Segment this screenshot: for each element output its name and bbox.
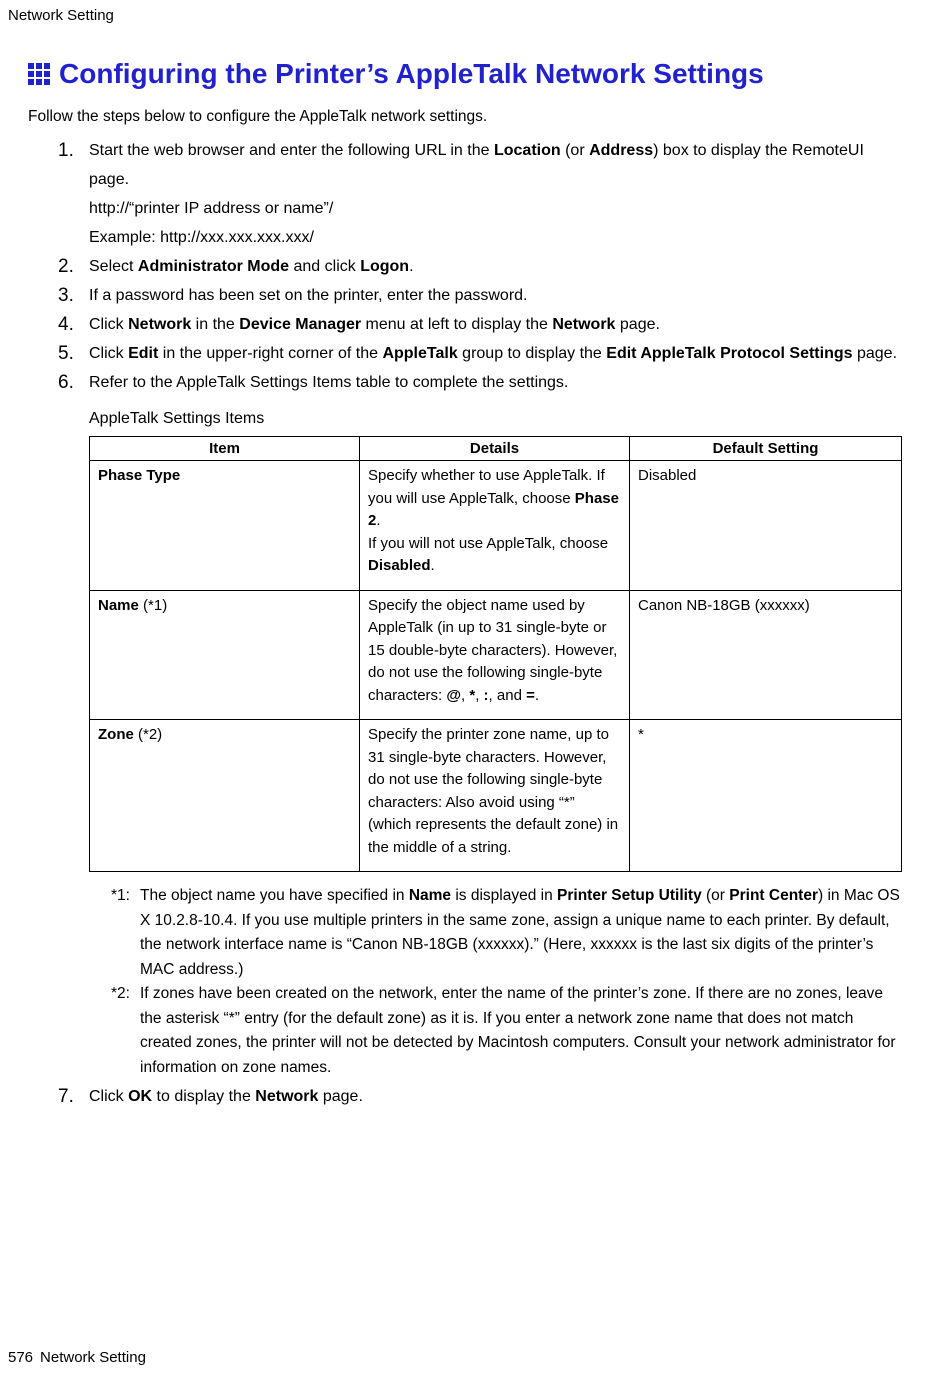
step-text (89, 310, 908, 339)
page-title (28, 58, 908, 90)
details-cell (360, 461, 630, 591)
column-header: Default Setting (630, 437, 902, 461)
details-paragraph: Specify the printer zone name, up to 31 single-byte characters. However, do not use the following single-byte characters: Also avoid using “*” (which represents the default zone) in the middle of a string. (368, 726, 619, 856)
footnote-label: *2: (111, 985, 130, 1002)
details-cell (360, 720, 630, 872)
default-setting-cell: * (630, 720, 902, 872)
footnote-label: *1: (111, 887, 130, 904)
column-header: Item (90, 437, 360, 461)
details-paragraph: Specify whether to use AppleTalk. If you will use AppleTalk, choose Phase 2. (368, 467, 619, 529)
step-number: 4. (58, 314, 74, 335)
column-header: Details (360, 437, 630, 461)
step-3 (58, 281, 908, 310)
running-header: Network Setting (8, 7, 114, 24)
footnote-text: If zones have been created on the network, enter the name of the printer’s zone. If there are no zones, leave the asterisk “*” entry (for the default zone) as it is. If you enter a network zone name that does not match created zones, the printer will not be detected by Macintosh computers. Consult your network administrator for information on zone names. (140, 985, 896, 1076)
step-line: Click Edit in the upper-right corner of the AppleTalk group to display the Edit AppleTalk Protocol Settings page. (89, 345, 898, 362)
appletalk-settings-section (89, 404, 908, 1080)
table-row (90, 461, 902, 591)
footnote-text: The object name you have specified in Name is displayed in Printer Setup Utility (or Print Center) in Mac OS X 10.2.8-10.4. If you use multiple printers in the same zone, assign a unique name to each printer. By default, the network interface name is “Canon NB-18GB (xxxxxx).” (Here, xxxxxx is the last six digits of the printer’s MAC address.) (140, 887, 900, 978)
footnotes (111, 884, 908, 1080)
step-text (89, 252, 908, 281)
page-footer (8, 1349, 153, 1366)
table-row (90, 590, 902, 720)
footnote-1 (111, 884, 908, 982)
step-1 (58, 136, 908, 252)
step-6 (58, 368, 908, 1082)
step-line: If a password has been set on the printer, enter the password. (89, 287, 528, 304)
step-7 (58, 1082, 908, 1111)
step-line: Select Administrator Mode and click Logon. (89, 258, 414, 275)
step-line: Click OK to display the Network page. (89, 1088, 363, 1105)
footer-label: Network Setting (40, 1349, 146, 1366)
step-number: 5. (58, 343, 74, 364)
step-line: Click Network in the Device Manager menu at left to display the Network page. (89, 316, 660, 333)
step-number: 3. (58, 285, 74, 306)
step-number: 6. (58, 372, 74, 393)
item-cell: Name (*1) (90, 590, 360, 720)
item-cell: Zone (*2) (90, 720, 360, 872)
step-text (89, 281, 908, 310)
step-line: http://“printer IP address or name”/ (89, 200, 334, 217)
step-number: 1. (58, 140, 74, 161)
step-line: Example: http://xxx.xxx.xxx.xxx/ (89, 229, 314, 246)
table-caption: AppleTalk Settings Items (89, 410, 265, 427)
step-text (89, 339, 908, 368)
footer-page-number: 576 (8, 1349, 34, 1366)
details-cell (360, 590, 630, 720)
step-5 (58, 339, 908, 368)
step-line: Refer to the AppleTalk Settings Items table to complete the settings. (89, 374, 569, 391)
step-text (89, 136, 908, 252)
steps-list (58, 136, 908, 1111)
details-paragraph: Specify the object name used by AppleTalk (in up to 31 single-byte or 15 double-byte characters). However, do not use the following single-byte characters: @, *, :, and =. (368, 596, 618, 704)
step-number: 7. (58, 1086, 74, 1107)
table-header-row (90, 437, 902, 461)
step-text (89, 1082, 908, 1111)
default-setting-cell: Canon NB-18GB (xxxxxx) (630, 590, 902, 720)
intro-text: Follow the steps below to configure the AppleTalk network settings. (28, 108, 488, 125)
table-row (90, 720, 902, 872)
footnote-2 (111, 982, 908, 1080)
step-line: Start the web browser and enter the following URL in the Location (or Address) box to display the RemoteUI page. (89, 142, 864, 188)
step-2 (58, 252, 908, 281)
appletalk-settings-table (89, 436, 902, 872)
page-title-text: Configuring the Printer’s AppleTalk Network Settings (59, 58, 764, 89)
grid-icon (28, 63, 51, 86)
step-4 (58, 310, 908, 339)
step-text (89, 368, 908, 1082)
step-number: 2. (58, 256, 74, 277)
details-paragraph: If you will not use AppleTalk, choose Disabled. (368, 534, 609, 574)
item-cell: Phase Type (90, 461, 360, 591)
default-setting-cell: Disabled (630, 461, 902, 591)
